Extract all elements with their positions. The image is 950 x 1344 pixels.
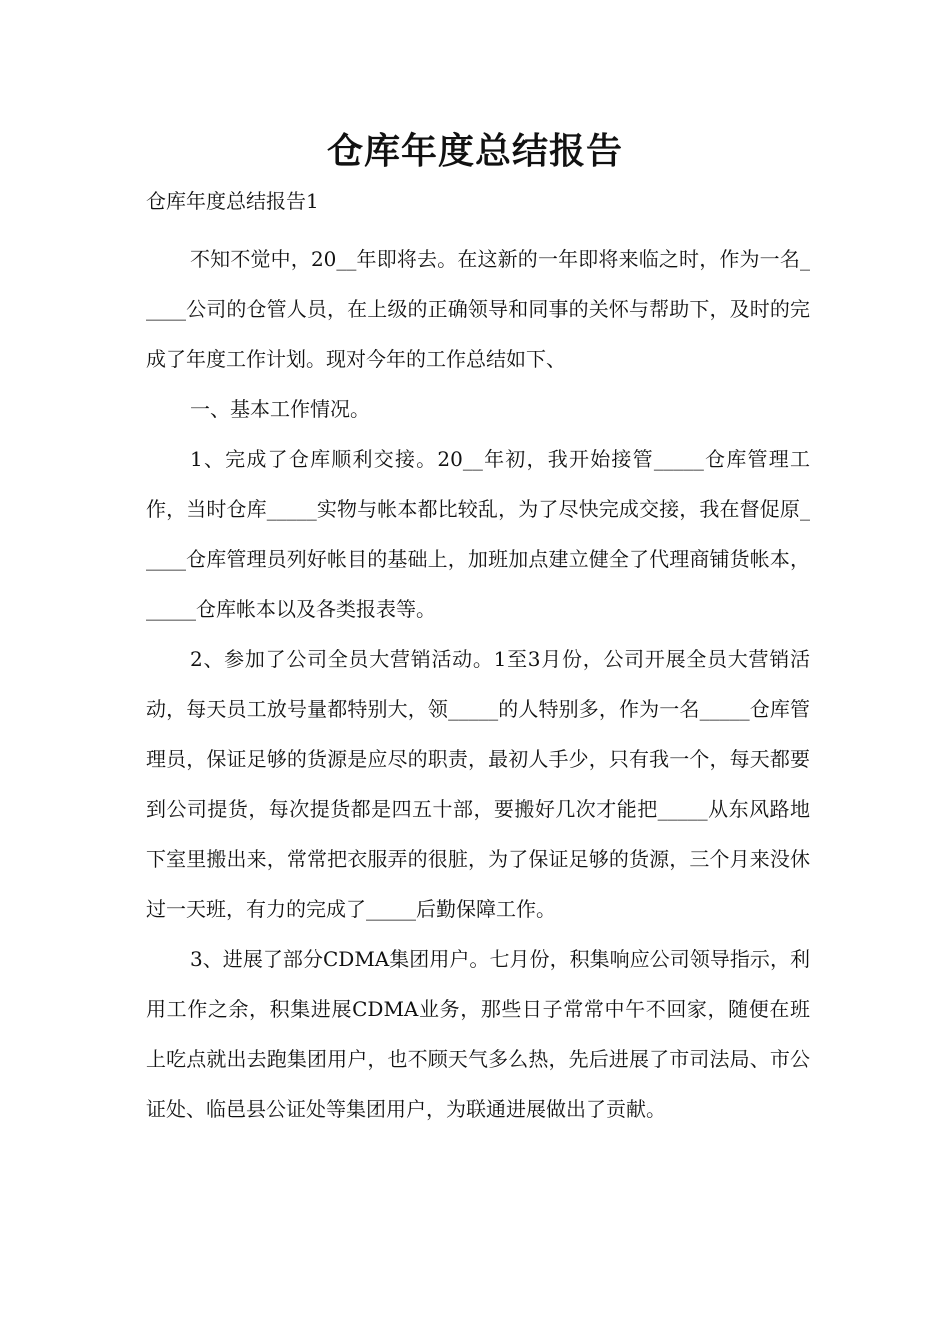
paragraph-item-1: 1、完成了仓库顺利交接。20__年初，我开始接管_____仓库管理工作，当时仓库_____实物与帐本都比较乱，为了尽快完成交接，我在督促原_____仓库管理员列好帐目的基础上，加班加点建立健全了代理商铺货帐本，_____仓库帐本以及各类报表等。 <box>146 447 810 621</box>
paragraph-item-3: 3、进展了部分CDMA集团用户。七月份，积集响应公司领导指示，利用工作之余，积集进展CDMA业务，那些日子常常中午不回家，随便在班上吃点就出去跑集团用户，也不顾天气多么热，先后进展了市司法局、市公证处、临邑县公证处等集团用户，为联通进展做出了贡献。 <box>146 947 810 1121</box>
document-body <box>146 234 810 1134</box>
document-subtitle: 仓库年度总结报告1 <box>146 189 319 213</box>
paragraph-section-heading: 一、基本工作情况。 <box>190 397 370 421</box>
paragraph-item-2: 2、参加了公司全员大营销活动。1至3月份，公司开展全员大营销活动，每天员工放号量都特别大，领_____的人特别多，作为一名_____仓库管理员，保证足够的货源是应尽的职责，最初人手少，只有我一个，每天都要到公司提货，每次提货都是四五十部，要搬好几次才能把_____从东风路地下室里搬出来，常常把衣服弄的很脏，为了保证足够的货源，三个月来没休过一天班，有力的完成了_____后勤保障工作。 <box>146 647 810 921</box>
paragraph-intro: 不知不觉中，20__年即将去。在这新的一年即将来临之时，作为一名_____公司的仓管人员，在上级的正确领导和同事的关怀与帮助下，及时的完成了年度工作计划。现对今年的工作总结如下、 <box>146 247 810 371</box>
document-title: 仓库年度总结报告 <box>326 131 623 172</box>
